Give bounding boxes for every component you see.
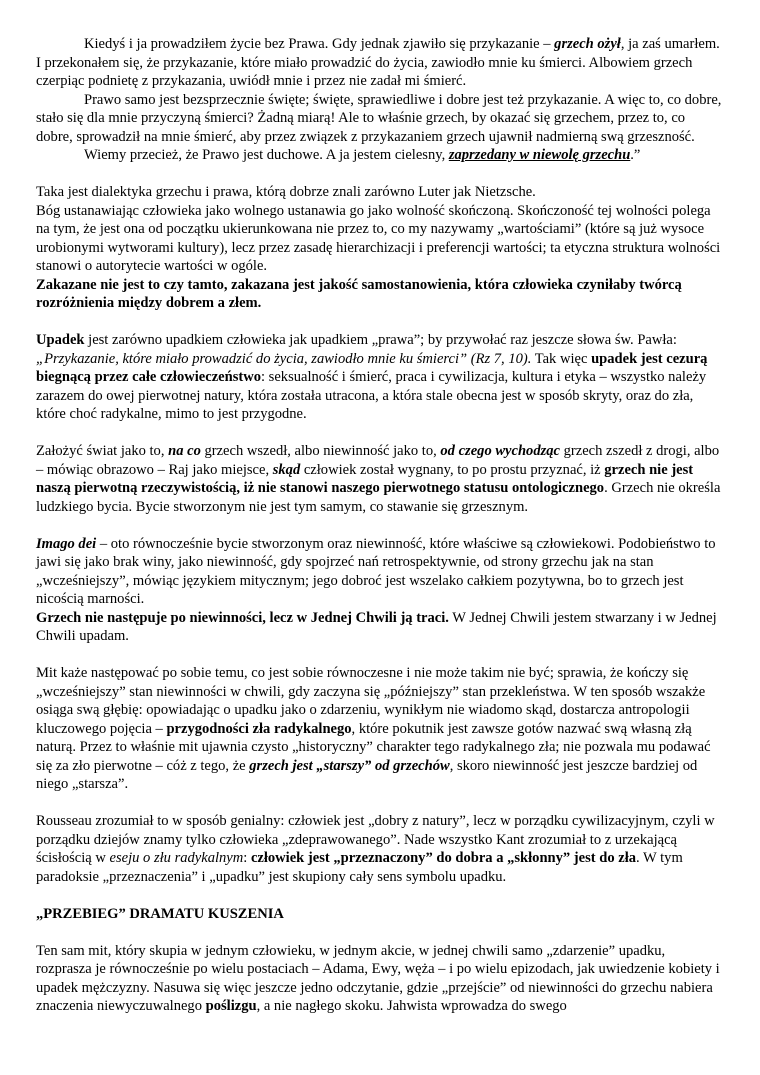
myth-paragraph: Mit każe następować po sobie temu, co jest sobie równoczesne i nie może takim nie być; sprawia, że kończy się „wcześniejszy” stan niewinności w chwili, gdy zaczyna się „późniejszy” stan przekleństwa. W ten sposób wszakże osiąga swą głębię: opowiadając o upadku jako o zdarzeniu, wynikłym nie wiadomo skąd, dostarcza antropologii kluczowego pojęcia – przygodności zła radykalnego, które pokutnik jest zawsze gotów nazwać swą własną złą naturą. Przez to właśnie mit ujawnia czysto „historyczny” charakter tego radykalnego zła; nie pozwala mu podawać się za zło pierwotne – cóż z tego, że grzech jest „starszy” od grzechów, skoro niewinność jest jeszcze bardziej od niego „starsza”. (36, 665, 711, 792)
imago-bold-paragraph: Grzech nie następuje po niewinności, lecz w Jednej Chwili ją traci. W Jednej Chwili jestem stwarzany i w Jednej Chwili upadam. (36, 609, 717, 644)
fall-paragraph: Upadek jest zarówno upadkiem człowieka jak upadkiem „prawa”; by przywołać raz jeszcze słowa św. Pawła: „Przykazanie, które miało prowadzić do życia, zawiodło mnie ku śmierci” (Rz 7, 10). Tak więc upadek jest cezurą biegnącą przez całe człowieczeństwo: seksualność i śmierć, praca i cywilizacja, kultura i etyka – wszystko należy zarazem do owej pierwotnej natury, która została utracona, a która stale obecna jest w sposób skryty, oraz do zła, które choć radykalne, mimo to jest przygodne. (36, 332, 708, 422)
rousseau-paragraph: Rousseau zrozumiał to w sposób genialny: człowiek jest „dobry z natury”, lecz w porządku cywilizacyjnym, czyli w porządku dziejów znamy tylko człowieka „zdeprawowanego”. Nade wszystko Kant zrozumiał to z urzekającą ścisłością w eseju o złu radykalnym: człowiek jest „przeznaczony” do dobra a „skłonny” jest do zła. W tym paradoksie „przeznaczenia” i „upadku” jest skupiony cały sens symbolu upadku. (36, 813, 715, 885)
spacer (36, 313, 724, 332)
imago-paragraph: Imago dei – oto równocześnie bycie stworzonym oraz niewinność, które właściwe są człowiekowi. Podobieństwo to jawi się jako brak winy, jako niewinność, gdy spojrzeć nań retrospektywnie, od strony grzechu jak na stan „wcześniejszy”, mówiąc językiem mitycznym; jego dobroć jest wszelako całkiem pozytywna, bo to grzech jest nicością marności. (36, 535, 716, 607)
dialectic-body: Bóg ustanawiając człowieka jako wolnego ustanawia go jako wolność skończoną. Skończoność tej wolności polega na tym, że jest ona od początku ukierunkowana nie przez to, co my nazywamy „wartościami” (które są już wysoce urobionymi wytworami kultury), lecz przez zasadę hierarchizacji i preferencji wartości; ta etyczna struktura wolności stanowi o autorytecie wartości w ogóle. (36, 202, 721, 274)
section-heading: „PRZEBIEG” DRAMATU KUSZENIA (36, 905, 284, 922)
spacer (36, 923, 724, 942)
spacer (36, 646, 724, 665)
quote-paragraph-2: Prawo samo jest bezsprzecznie święte; święte, sprawiedliwe i dobre jest też przykazanie. A więc to, co dobre, stało się dla mnie przyczyną śmierci? Żadną miarą! Ale to właśnie grzech, by okazać się grzechem, przez to, co dobre, sprowadził na mnie śmierć, aby przez związek z przykazaniem grzech ujawnił nadmierną swą grzeszność. (36, 91, 722, 145)
emphasis: zaprzedany w niewolę grzechu (448, 147, 631, 163)
emphasis: grzech ożył (554, 36, 621, 52)
section-paragraph: Ten sam mit, który skupia w jednym człowieku, w jednym akcie, w jednej chwili samo „zdarzenie” upadku, rozprasza je równocześnie po wielu postaciach – Adama, Ewy, węża – i po wielu epizodach, jak uwiedzenie kobiety i upadek mężczyzny. Nasuwa się więc jeszcze jedno odczytanie, gdzie „przejście” od niewinności do grzechu nabiera znaczenia niewyczuwalnego poślizgu, a nie nagłego skoku. Jahwista wprowadza do swego (36, 942, 720, 1014)
quote-paragraph-3: Wiemy przecież, że Prawo jest duchowe. A ja jestem cielesny, zaprzedany w niewolę grzechu.” (84, 147, 641, 163)
dialectic-intro: Taka jest dialektyka grzechu i prawa, którą dobrze znali zarówno Luter jak Nietzsche. (36, 184, 536, 200)
world-paragraph: Założyć świat jako to, na co grzech wszedł, albo niewinność jako to, od czego wychodząc grzech zszedł z drogi, albo – mówiąc obrazowo – Raj jako miejsce, skąd człowiek został wygnany, to po prostu przyznać, iż grzech nie jest naszą pierwotną rzeczywistością, iż nie stanowi naszego pierwotnego statusu ontologicznego. Grzech nie określa ludzkiego bycia. Bycie stworzonym nie jest tym samym, co stawanie się grzesznym. (36, 443, 721, 515)
quote-paragraph-1: Kiedyś i ja prowadziłem życie bez Prawa. Gdy jednak zjawiło się przykazanie – grzech ożył, ja zaś umarłem. I przekonałem się, że przykazanie, które miało prowadzić do życia, zawiodło mnie ku śmierci. Albowiem grzech czerpiąc podnietę z przykazania, uwiódł mnie i przez nie zadał mi śmierć. (36, 36, 720, 89)
spacer (36, 886, 724, 905)
spacer (36, 516, 724, 535)
spacer (36, 424, 724, 443)
spacer (36, 165, 724, 184)
dialectic-bold: Zakazane nie jest to czy tamto, zakazana jest jakość samostanowienia, która człowieka czyniłaby twórcą rozróżnienia między dobrem a złem. (36, 276, 682, 311)
spacer (36, 794, 724, 813)
